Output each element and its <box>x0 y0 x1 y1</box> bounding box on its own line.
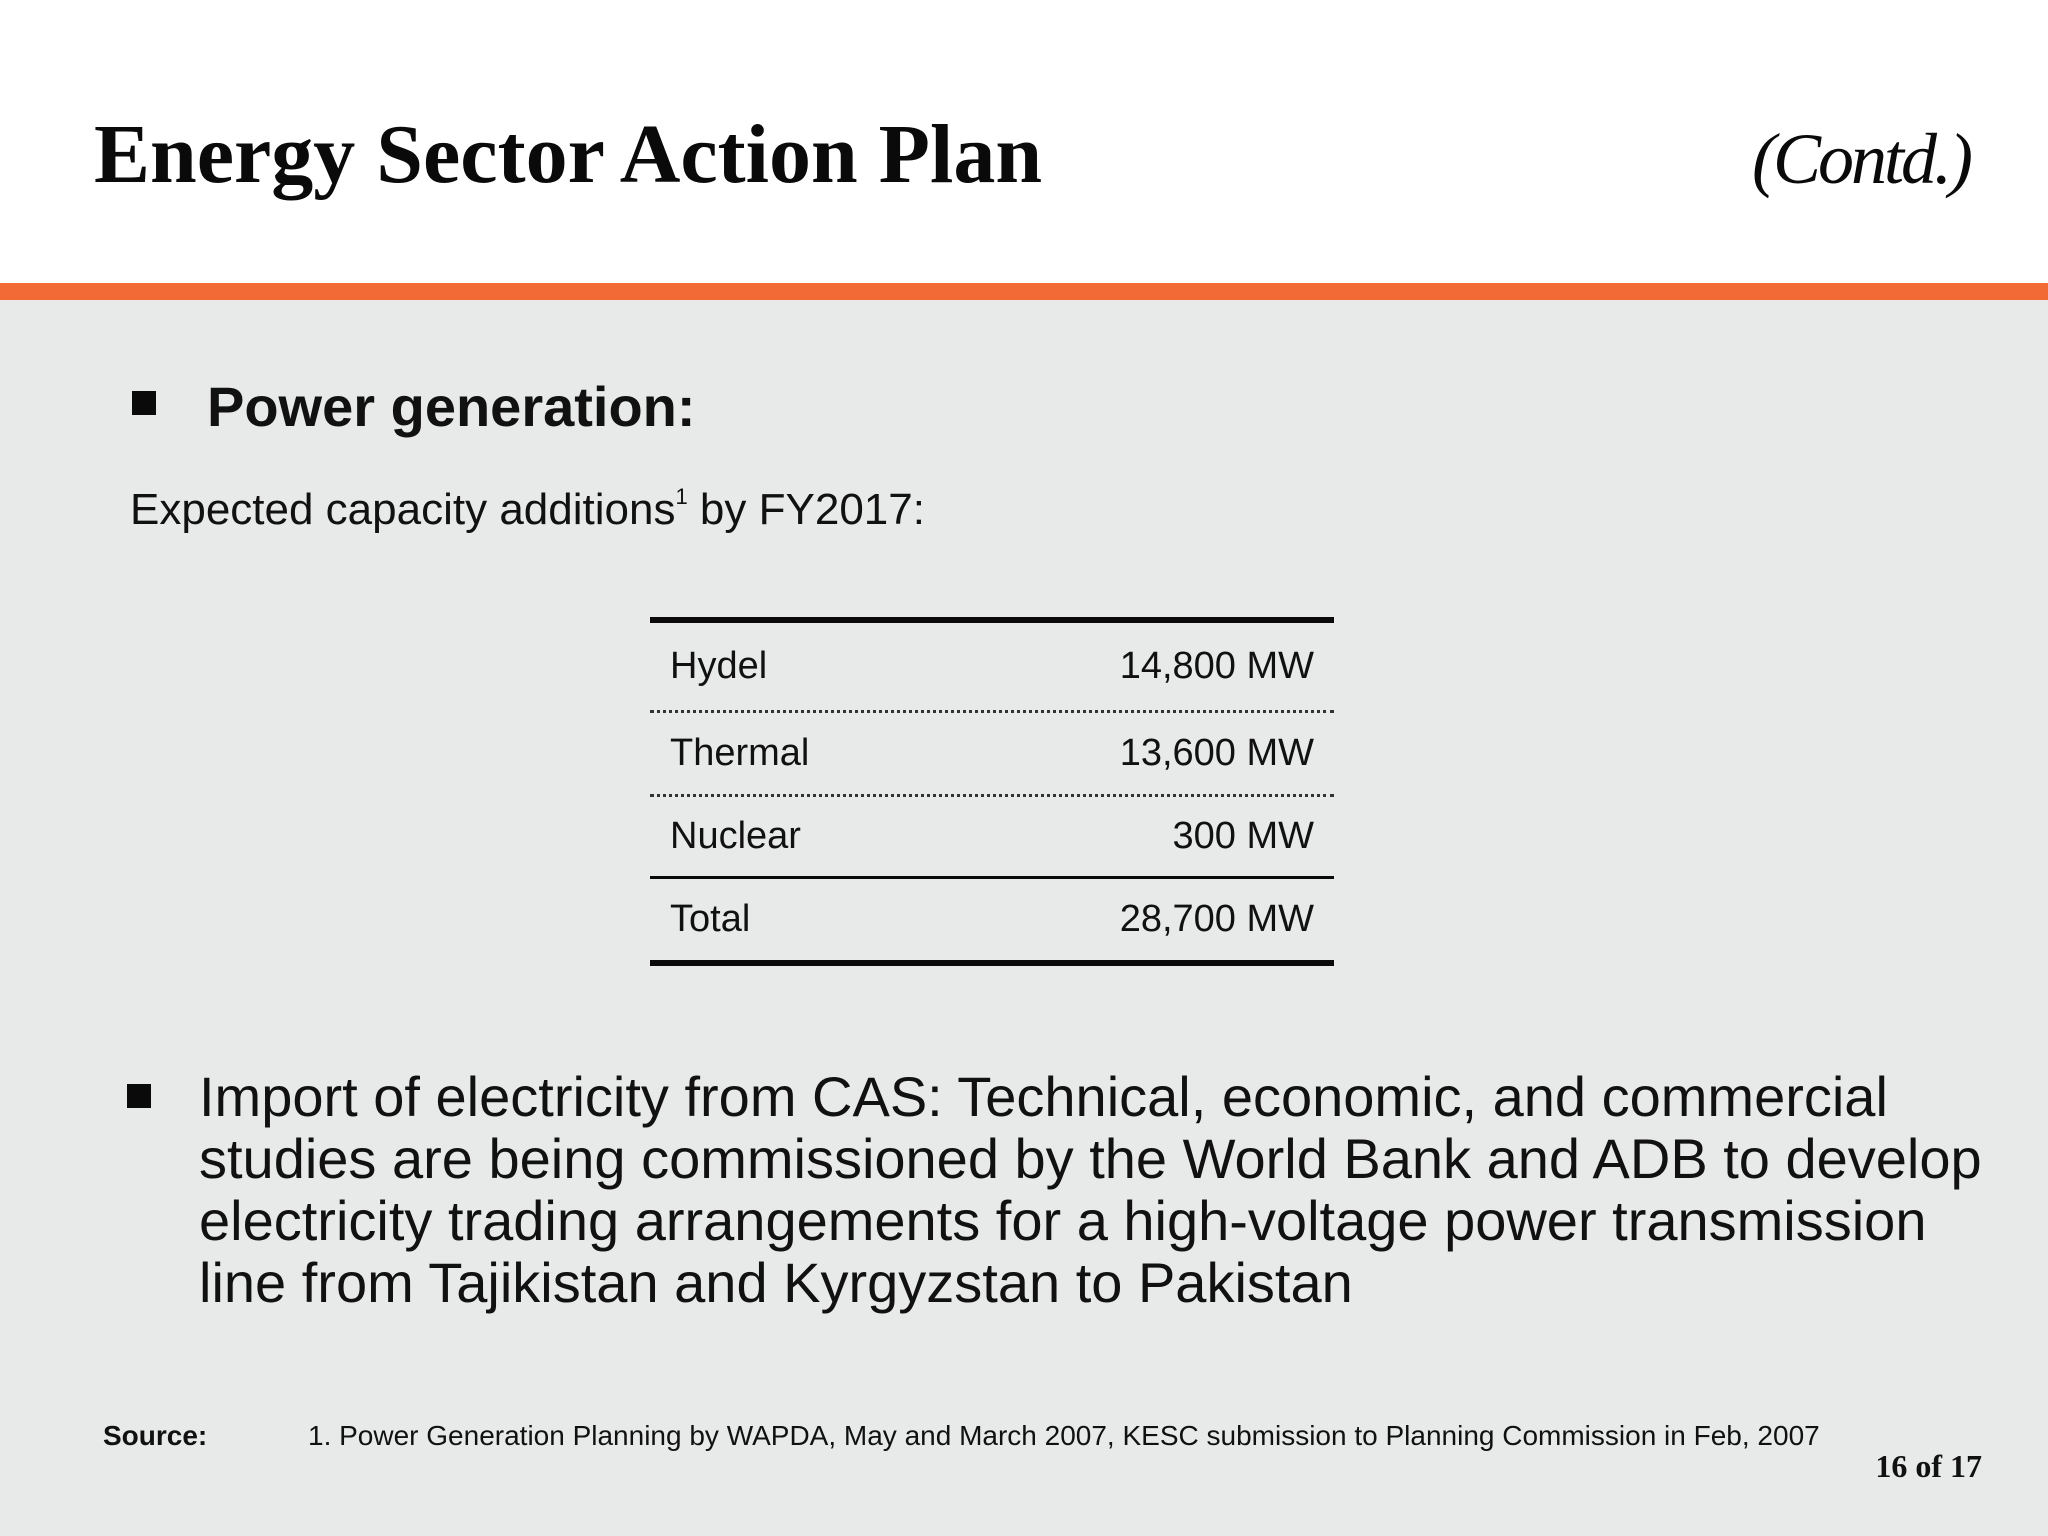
slide-title: Energy Sector Action Plan <box>94 108 1043 201</box>
source-label: Source: <box>103 1420 208 1451</box>
power-generation-heading: Power generation: <box>207 375 696 438</box>
footnote-marker: 1 <box>675 484 688 509</box>
import-electricity-text: Import of electricity from CAS: Technical, economic, and commercial studies are being commissioned by the World Bank and ADB to develop electricity trading arrangements for a high-voltage power transmission line from Tajikistan and Kyrgyzstan to Pakistan <box>199 1065 1982 1314</box>
capacity-subtitle-suffix: by FY2017: <box>687 485 925 534</box>
capacity-subtitle-text: Expected capacity additions <box>130 485 676 534</box>
row-label: Nuclear <box>670 815 801 857</box>
table-row <box>650 797 1334 879</box>
row-label: Thermal <box>670 732 810 774</box>
row-value: 300 MW <box>1172 815 1314 857</box>
table-row-total <box>650 879 1334 960</box>
row-label: Total <box>670 898 751 940</box>
capacity-subtitle <box>130 480 925 540</box>
continued-label: (Contd.) <box>1752 119 1970 199</box>
source-text: 1. Power Generation Planning by WAPDA, May and March 2007, KESC submission to Planning Commission in Feb, 2007 <box>308 1420 1820 1451</box>
row-value: 14,800 MW <box>1119 645 1314 687</box>
capacity-table <box>650 617 1334 966</box>
bullet-square-icon <box>127 1084 151 1108</box>
page-number: 16 of 17 <box>1875 1448 1982 1484</box>
bullet-square-icon <box>132 391 156 415</box>
row-value: 13,600 MW <box>1119 732 1314 774</box>
row-value: 28,700 MW <box>1119 898 1314 940</box>
row-label: Hydel <box>670 645 768 687</box>
table-row <box>650 623 1334 713</box>
slide-header <box>0 0 2048 283</box>
table-row <box>650 713 1334 797</box>
accent-bar <box>0 283 2048 300</box>
